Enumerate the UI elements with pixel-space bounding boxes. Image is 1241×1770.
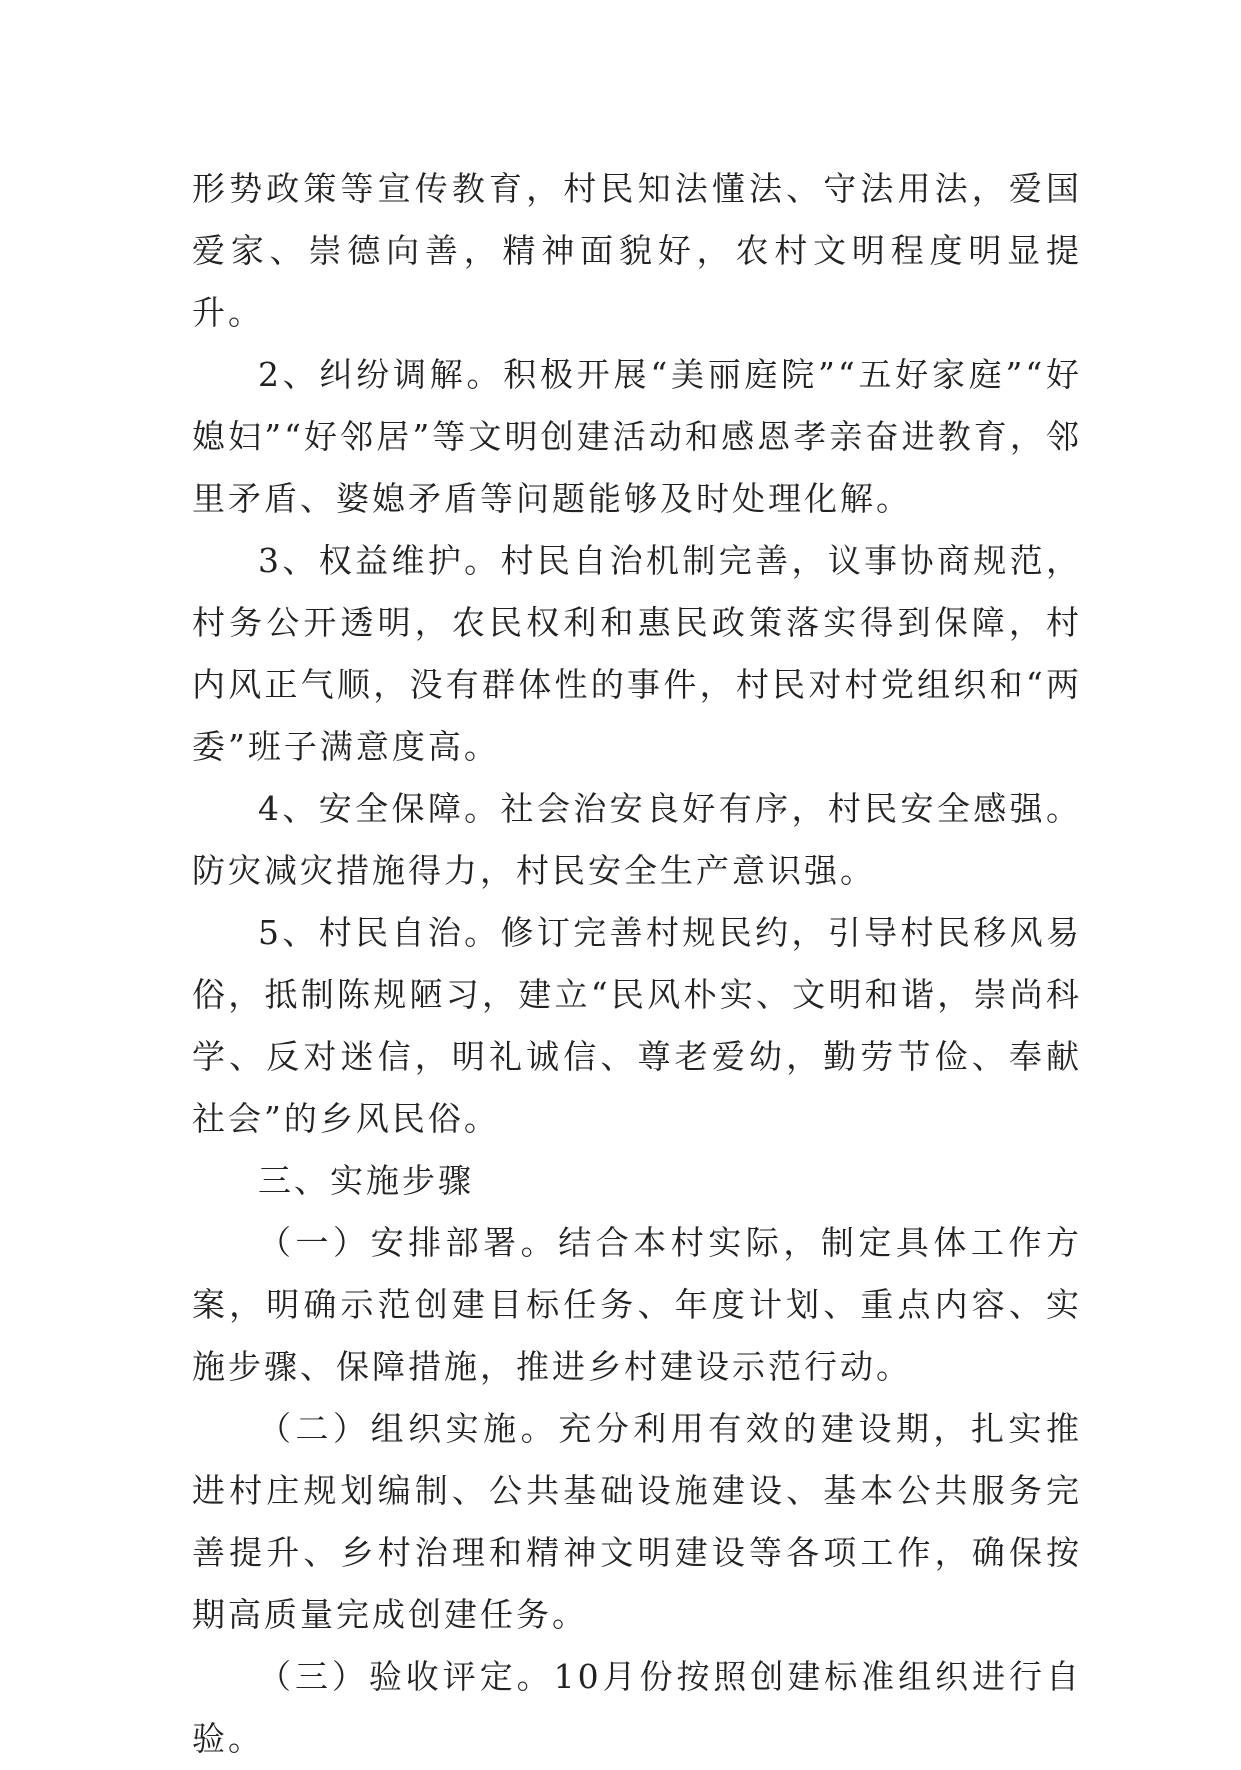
paragraph-continuation: 形势政策等宣传教育，村民知法懂法、守法用法，爱国爱家、崇德向善，精神面貌好，农村文明程度明显提升。 (192, 169, 1082, 332)
paragraph-dispute-mediation: 2、纠纷调解。积极开展“美丽庭院”“五好家庭”“好媳妇”“好邻居”等文明创建活动和感恩孝亲奋进教育，邻里矛盾、婆媳矛盾等问题能够及时处理化解。 (192, 355, 1082, 518)
paragraph-safety-guarantee: 4、安全保障。社会治安良好有序，村民安全感强。防灾减灾措施得力，村民安全生产意识强。 (192, 789, 1082, 890)
paragraph-acceptance: （三）验收评定。10月份按照创建标准组织进行自验。 (192, 1657, 1082, 1758)
document-body (192, 158, 1082, 1770)
paragraph-organization: （二）组织实施。充分利用有效的建设期，扎实推进村庄规划编制、公共基础设施建设、基本公共服务完善提升、乡村治理和精神文明建设等各项工作，确保按期高质量完成创建任务。 (192, 1409, 1082, 1634)
paragraph-villager-autonomy: 5、村民自治。修订完善村规民约，引导村民移风易俗，抵制陈规陋习，建立“民风朴实、文明和谐，崇尚科学、反对迷信，明礼诚信、尊老爱幼，勤劳节俭、奉献社会”的乡风民俗。 (192, 913, 1082, 1138)
paragraph-rights-protection: 3、权益维护。村民自治机制完善，议事协商规范，村务公开透明，农民权利和惠民政策落实得到保障，村内风正气顺，没有群体性的事件，村民对村党组织和“两委”班子满意度高。 (192, 541, 1082, 766)
paragraph-arrangement: （一）安排部署。结合本村实际，制定具体工作方案，明确示范创建目标任务、年度计划、重点内容、实施步骤、保障措施，推进乡村建设示范行动。 (192, 1223, 1082, 1386)
section-heading-implementation-steps: 三、实施步骤 (258, 1161, 474, 1200)
